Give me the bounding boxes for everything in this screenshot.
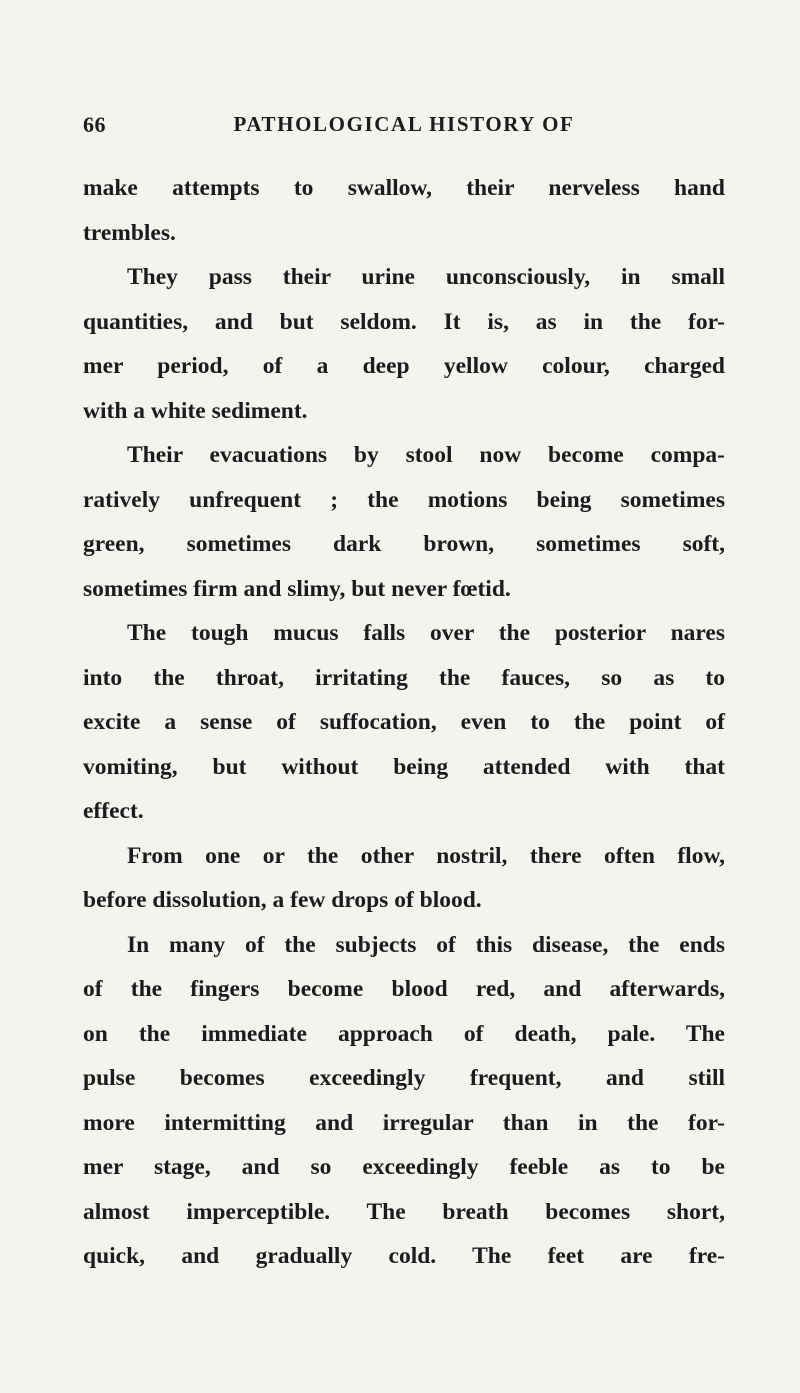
text-line: vomiting, but without being attended with that [83,753,725,780]
text-line: trembles. [83,219,176,246]
text-line: before dissolution, a few drops of blood. [83,887,482,913]
text-line: sometimes firm and slimy, but never fœtid. [83,575,511,602]
text-line: mer stage, and so exceedingly feeble as to be [83,1154,725,1180]
text-line: effect. [83,798,144,824]
text-line: excite a sense of suffocation, even to the point of [83,709,725,735]
page-header [83,112,725,142]
running-head: PATHOLOGICAL HISTORY OF [233,112,575,136]
text-line: green, sometimes dark brown, sometimes soft, [83,531,725,557]
text-line: on the immediate approach of death, pale. The [83,1020,725,1047]
text-line: quick, and gradually cold. The feet are fre- [83,1243,725,1269]
body-text [83,166,725,1279]
text-line: quantities, and but seldom. It is, as in the for- [83,308,725,335]
paragraph-start-line: Their evacuations by stool now become compa- [127,442,725,468]
text-line: make attempts to swallow, their nerveless hand [83,175,725,201]
text-line: into the throat, irritating the fauces, so as to [83,664,725,691]
text-line: of the fingers become blood red, and afterwards, [83,976,725,1002]
text-line: with a white sediment. [83,397,308,424]
text-line: more intermitting and irregular than in the for- [83,1109,725,1136]
paragraph-start-line: They pass their urine unconsciously, in small [127,264,725,290]
page-number: 66 [83,112,106,137]
text-line: pulse becomes exceedingly frequent, and still [83,1065,725,1091]
text-line: almost imperceptible. The breath becomes short, [83,1198,725,1225]
text-line: mer period, of a deep yellow colour, charged [83,353,725,379]
text-line: ratively unfrequent ; the motions being sometimes [83,486,725,513]
paragraph-start-line: From one or the other nostril, there often flow, [127,842,725,869]
paragraph-start-line: The tough mucus falls over the posterior nares [127,620,725,646]
paragraph-start-line: In many of the subjects of this disease, the ends [127,931,725,958]
